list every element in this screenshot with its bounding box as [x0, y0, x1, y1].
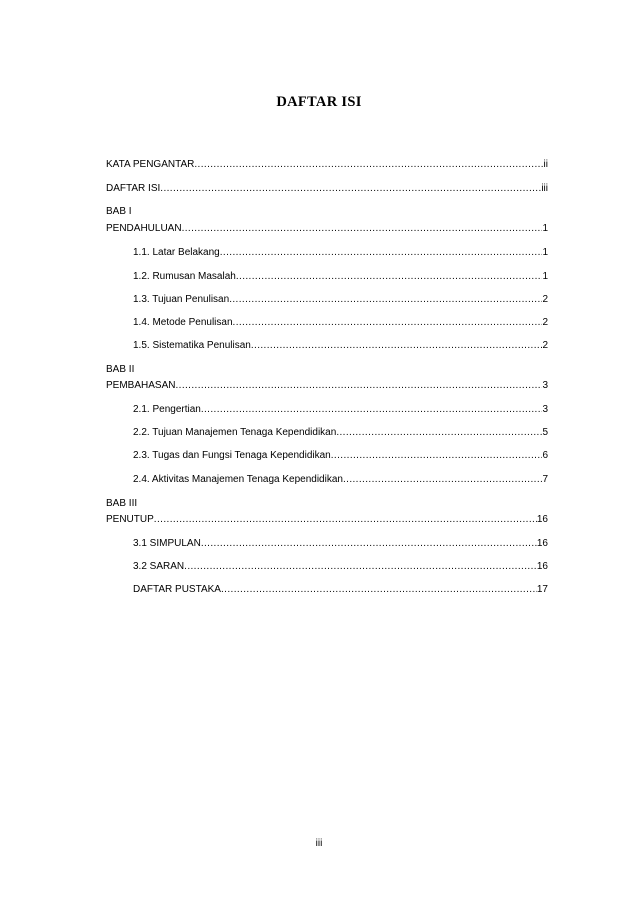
toc-entry-2-3[interactable] [133, 450, 548, 462]
toc-entry-3-1[interactable] [133, 538, 548, 550]
toc-entry-label: PEMBAHASAN [106, 380, 176, 391]
toc-leader-dots [236, 271, 543, 283]
toc-entry-label: PENUTUP [106, 514, 154, 525]
chapter-heading-bab-3: BAB III [106, 498, 138, 509]
toc-entry-page: 16 [536, 538, 548, 549]
toc-leader-dots [194, 159, 543, 171]
toc-leader-dots [336, 427, 542, 439]
toc-entry-label: 3.1 SIMPULAN [133, 538, 201, 549]
toc-leader-dots [182, 223, 543, 235]
toc-entry-page: 1 [542, 223, 548, 234]
toc-entry-label: DAFTAR ISI [106, 183, 161, 194]
toc-entry-pembahasan[interactable] [106, 380, 548, 392]
toc-entry-2-4[interactable] [133, 474, 548, 486]
toc-entry-label: 1.1. Latar Belakang [133, 247, 220, 258]
toc-entry-page: 2 [542, 294, 548, 305]
toc-leader-dots [221, 584, 537, 596]
toc-leader-dots [201, 538, 537, 550]
toc-entry-label: 1.5. Sistematika Penulisan [133, 340, 251, 351]
toc-entry-label: 2.4. Aktivitas Manajemen Tenaga Kependidikan [133, 474, 343, 485]
toc-entry-label: 2.2. Tujuan Manajemen Tenaga Kependidikan [133, 427, 337, 438]
toc-entry-page: iii [541, 183, 548, 194]
toc-leader-dots [220, 247, 543, 259]
toc-leader-dots [184, 561, 537, 573]
toc-entry-page: 6 [542, 450, 548, 461]
toc-entry-page: 1 [542, 247, 548, 258]
toc-entry-label: 1.3. Tujuan Penulisan [133, 294, 230, 305]
toc-entry-1-1[interactable] [133, 247, 548, 259]
toc-entry-3-2[interactable] [133, 561, 548, 573]
toc-leader-dots [154, 514, 537, 526]
toc-entry-label: DAFTAR PUSTAKA [133, 584, 221, 595]
toc-entry-page: 3 [542, 404, 548, 415]
toc-leader-dots [251, 340, 543, 352]
toc-entry-label: KATA PENGANTAR [106, 159, 195, 170]
toc-entry-daftar-pustaka[interactable] [133, 584, 548, 596]
toc-entry-page: ii [543, 159, 548, 170]
toc-entry-2-2[interactable] [133, 427, 548, 439]
toc-leader-dots [331, 450, 543, 462]
toc-entry-2-1[interactable] [133, 404, 548, 416]
toc-leader-dots [229, 294, 542, 306]
page-title: DAFTAR ISI [276, 94, 362, 110]
toc-entry-label: 2.1. Pengertian [133, 404, 201, 415]
toc-entry-1-3[interactable] [133, 294, 548, 306]
toc-leader-dots [343, 474, 542, 486]
toc-entry-penutup[interactable] [106, 514, 548, 526]
toc-entry-page: 17 [536, 584, 548, 595]
toc-entry-1-4[interactable] [133, 317, 548, 329]
chapter-heading-bab-2: BAB II [106, 364, 135, 375]
toc-leader-dots [201, 404, 543, 416]
toc-entry-page: 2 [542, 340, 548, 351]
toc-entry-page: 2 [542, 317, 548, 328]
toc-entry-label: 1.4. Metode Penulisan [133, 317, 233, 328]
toc-leader-dots [233, 317, 543, 329]
toc-entry-page: 16 [536, 514, 548, 525]
toc-entry-page: 1 [542, 271, 548, 282]
toc-leader-dots [160, 183, 541, 195]
toc-entry-label: 3.2 SARAN [133, 561, 185, 572]
chapter-heading-bab-1: BAB I [106, 206, 132, 217]
toc-entry-daftar-isi[interactable] [106, 183, 548, 195]
page-number: iii [315, 838, 323, 849]
toc-leader-dots [175, 380, 542, 392]
toc-entry-pendahuluan[interactable] [106, 223, 548, 235]
toc-entry-page: 16 [536, 561, 548, 572]
toc-entry-kata-pengantar[interactable] [106, 159, 548, 171]
toc-entry-page: 3 [542, 380, 548, 391]
toc-entry-label: 1.2. Rumusan Masalah [133, 271, 236, 282]
toc-entry-1-2[interactable] [133, 271, 548, 283]
toc-entry-page: 5 [542, 427, 548, 438]
toc-entry-page: 7 [542, 474, 548, 485]
toc-entry-1-5[interactable] [133, 340, 548, 352]
toc-entry-label: PENDAHULUAN [106, 223, 182, 234]
toc-entry-label: 2.3. Tugas dan Fungsi Tenaga Kependidikan [133, 450, 331, 461]
